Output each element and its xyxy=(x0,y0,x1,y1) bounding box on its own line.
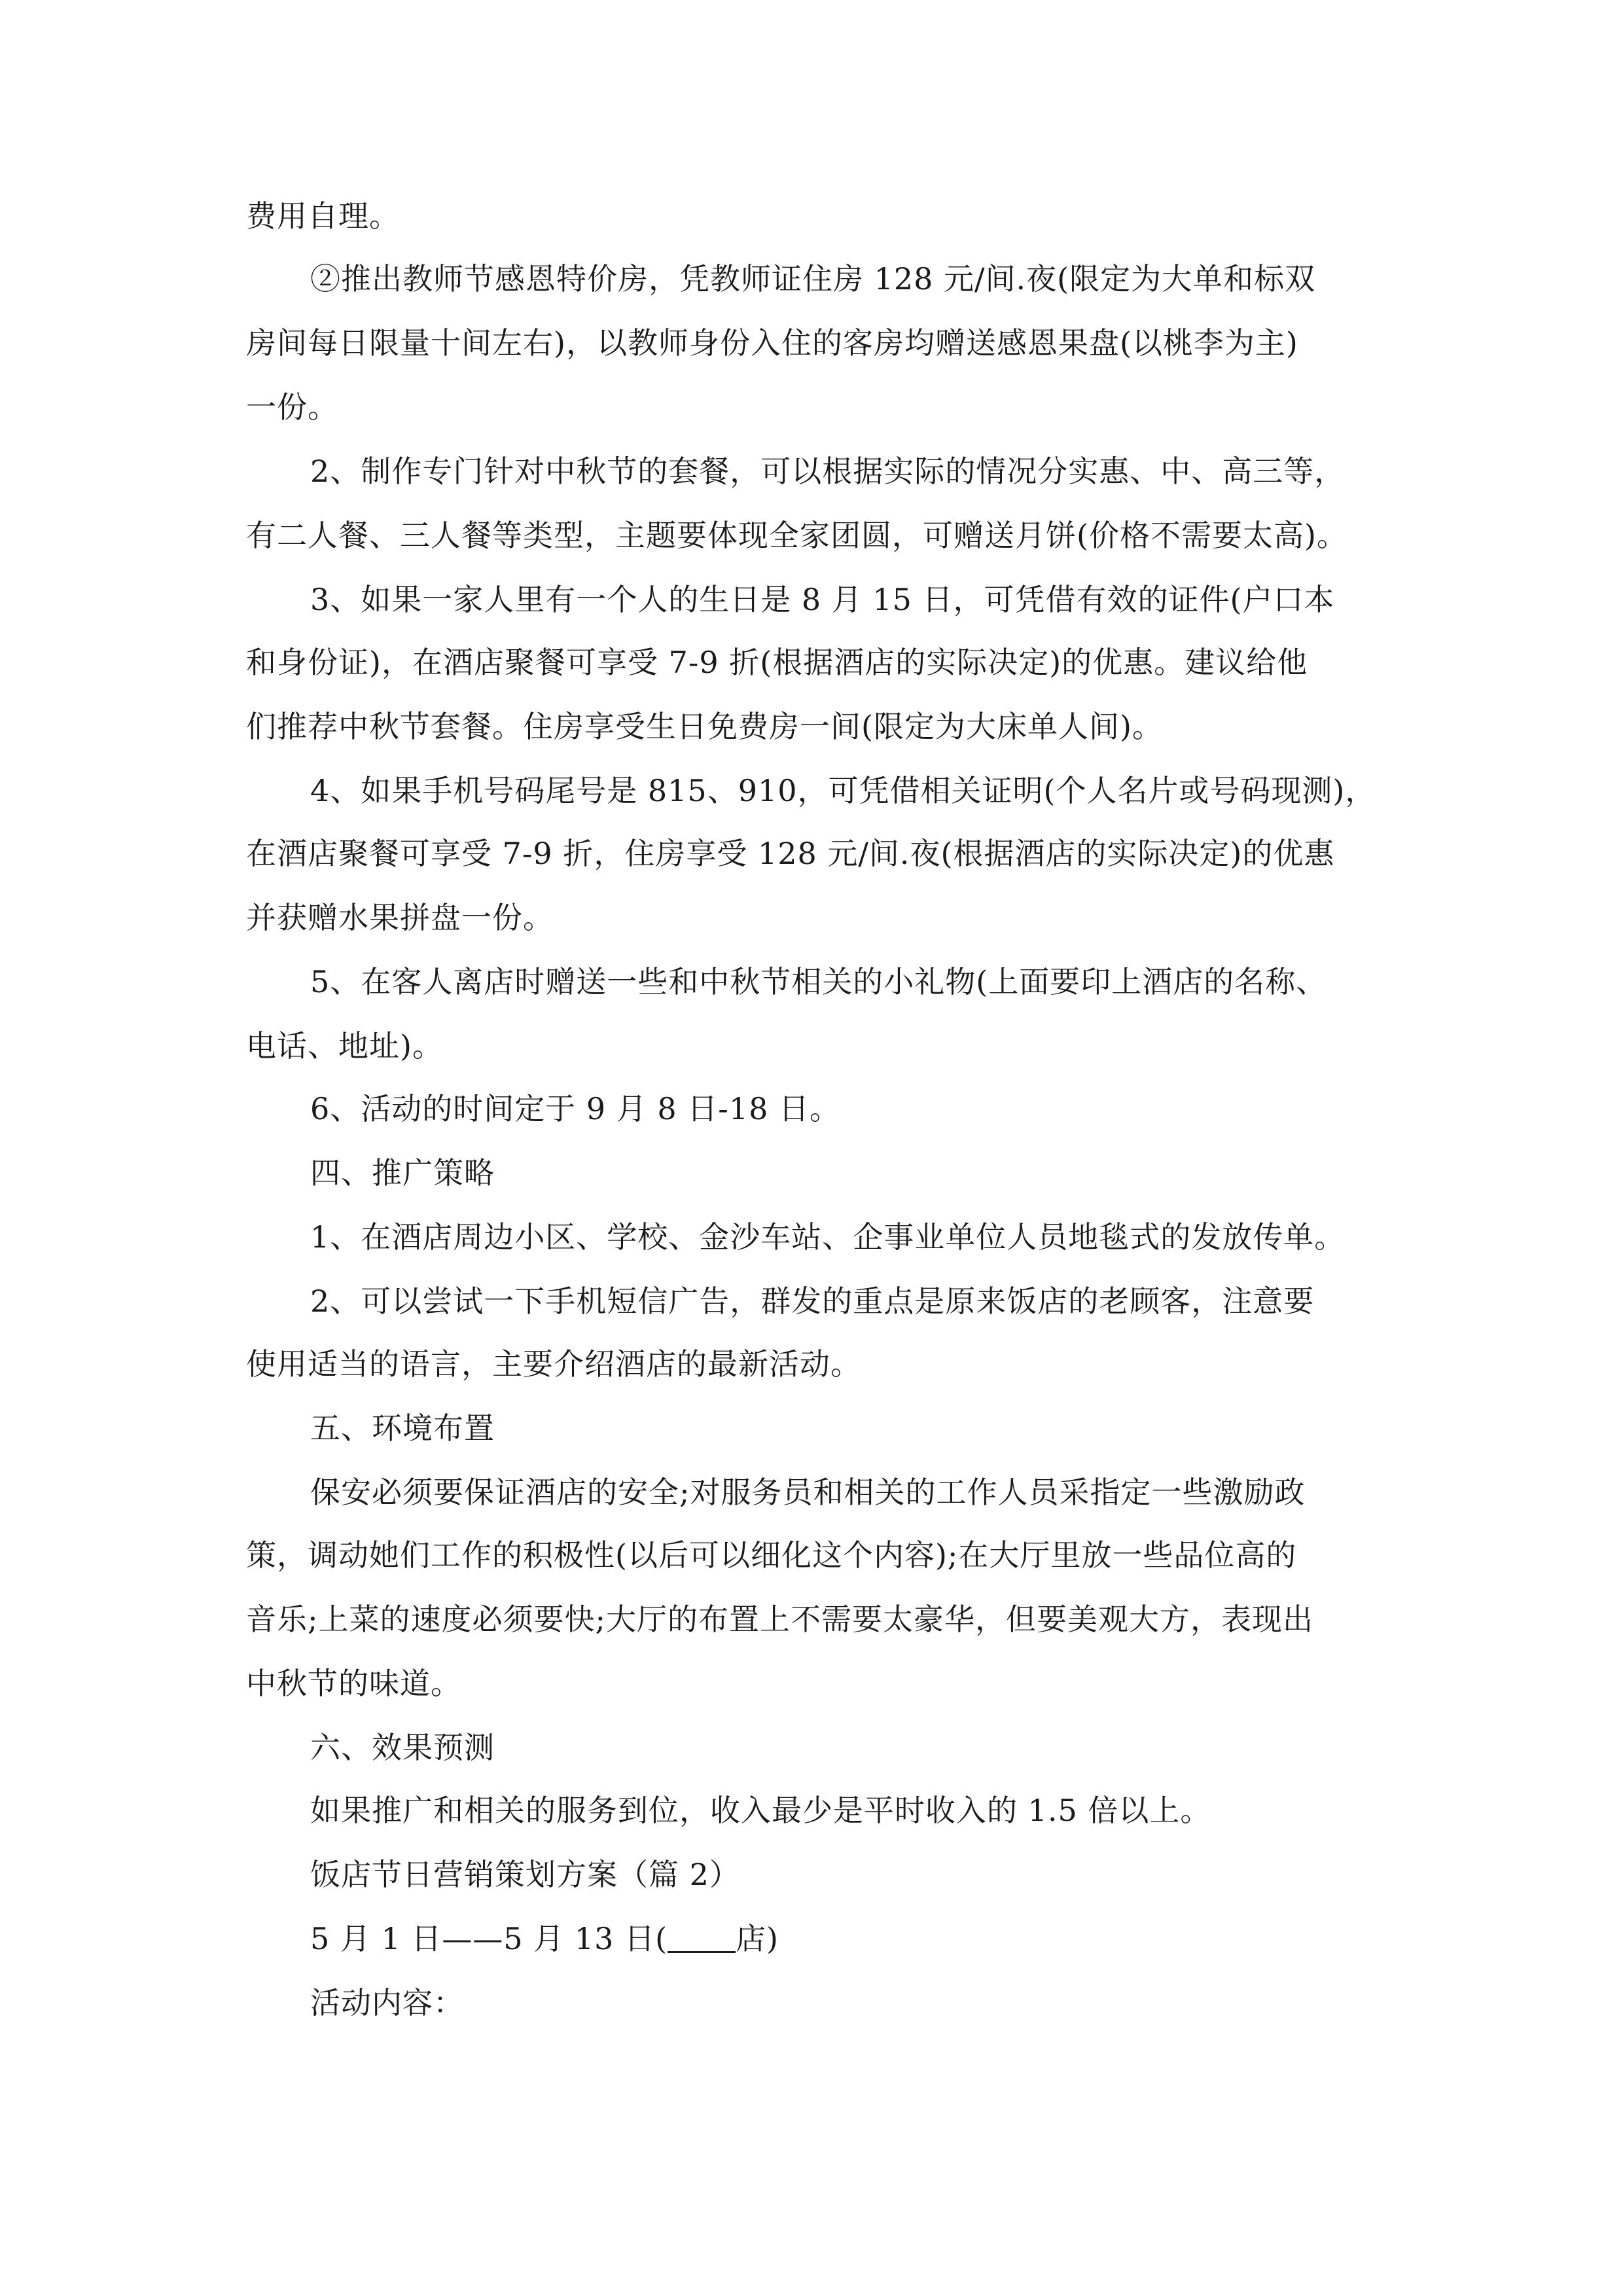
paragraph-line: 6、活动的时间定于 9 月 8 日-18 日。 xyxy=(310,1091,840,1126)
section-heading: 五、环境布置 xyxy=(310,1410,495,1446)
paragraph-line: 如果推广和相关的服务到位，收入最少是平时收入的 1.5 倍以上。 xyxy=(310,1793,1211,1828)
store-name-blank xyxy=(668,1922,736,1953)
paragraph-line: 和身份证)，在酒店聚餐可享受 7-9 折(根据酒店的实际决定)的优惠。建议给他 xyxy=(246,645,1308,680)
paragraph-line: 中秋节的味道。 xyxy=(246,1666,461,1701)
paragraph-line: 一份。 xyxy=(246,389,338,425)
paragraph-line: 有二人餐、三人餐等类型，主题要体现全家团圆，可赠送月饼(价格不需要太高)。 xyxy=(246,518,1347,553)
date-range-text: 5 月 1 日——5 月 13 日( xyxy=(310,1921,668,1956)
paragraph-line: 费用自理。 xyxy=(246,198,400,234)
paragraph-line: 并获赠水果拼盘一份。 xyxy=(246,900,554,935)
paragraph-line: 2、可以尝试一下手机短信广告，群发的重点是原来饭店的老顾客，注意要 xyxy=(310,1283,1315,1319)
paragraph-line: 策，调动她们工作的积极性(以后可以细化这个内容);在大厅里放一些品位高的 xyxy=(246,1537,1297,1573)
paragraph-line: 使用适当的语言，主要介绍酒店的最新活动。 xyxy=(246,1346,861,1382)
paragraph-line: 3、如果一家人里有一个人的生日是 8 月 15 日，可凭借有效的证件(户口本 xyxy=(310,582,1335,617)
document-subtitle: 饭店节日营销策划方案（篇 2） xyxy=(310,1857,740,1892)
paragraph-line: 房间每日限量十间左右)，以教师身份入住的客房均赠送感恩果盘(以桃李为主) xyxy=(246,325,1298,361)
store-suffix: 店) xyxy=(736,1921,779,1956)
paragraph-line: 5、在客人离店时赠送一些和中秋节相关的小礼物(上面要印上酒店的名称、 xyxy=(310,964,1327,999)
section-heading: 四、推广策略 xyxy=(310,1155,495,1191)
paragraph-line: 电话、地址)。 xyxy=(246,1028,443,1064)
section-heading: 六、效果预测 xyxy=(310,1730,495,1765)
paragraph-line: 1、在酒店周边小区、学校、金沙车站、企事业单位人员地毯式的发放传单。 xyxy=(310,1219,1346,1255)
paragraph-line: 在酒店聚餐可享受 7-9 折，住房享受 128 元/间.夜(根据酒店的实际决定)的优惠 xyxy=(246,836,1335,871)
date-range-line xyxy=(310,1919,779,1958)
activity-content-label: 活动内容： xyxy=(310,1985,464,2020)
paragraph-line: ②推出教师节感恩特价房，凭教师证住房 128 元/间.夜(限定为大单和标双 xyxy=(310,261,1316,296)
paragraph-line: 音乐;上菜的速度必须要快;大厅的布置上不需要太豪华，但要美观大方，表现出 xyxy=(246,1602,1313,1637)
paragraph-line: 们推荐中秋节套餐。住房享受生日免费房一间(限定为大床单人间)。 xyxy=(246,709,1163,744)
paragraph-line: 4、如果手机号码尾号是 815、910，可凭借相关证明(个人名片或号码现测)， xyxy=(310,773,1376,808)
paragraph-line: 保安必须要保证酒店的安全;对服务员和相关的工作人员采指定一些激励政 xyxy=(310,1475,1306,1510)
paragraph-line: 2、制作专门针对中秋节的套餐，可以根据实际的情况分实惠、中、高三等， xyxy=(310,454,1346,489)
